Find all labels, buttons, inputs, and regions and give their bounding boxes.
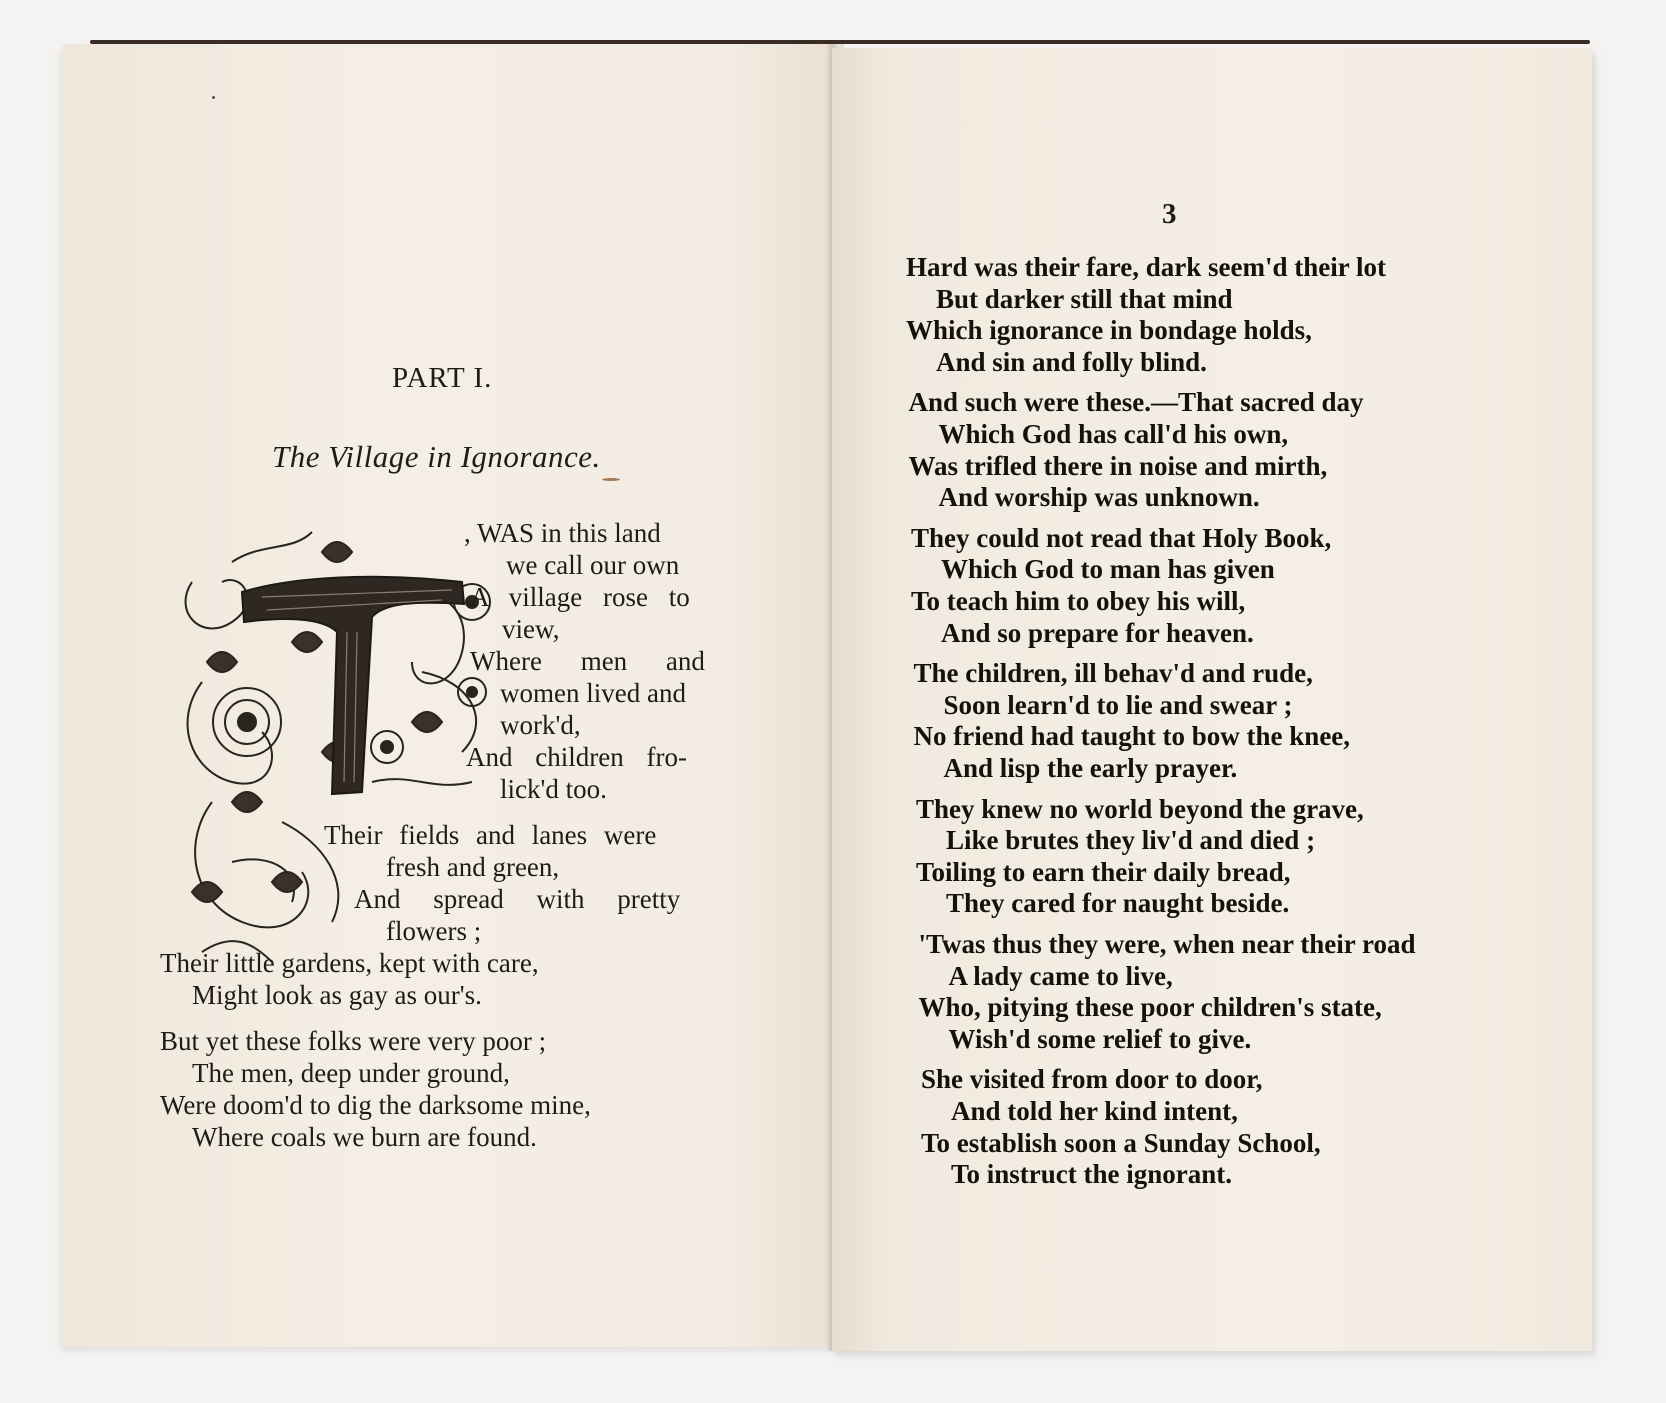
- verse-line: And children fro-: [466, 742, 687, 772]
- verse-line: Where men and: [470, 646, 705, 676]
- verse-line: A village rose to: [470, 582, 690, 612]
- verse-line: But darker still that mind: [936, 283, 1233, 314]
- verse-line: view,: [502, 614, 560, 644]
- verse-line: lick'd too.: [500, 774, 607, 804]
- verse-line: Which God to man has given: [941, 554, 1275, 585]
- verse-line: Hard was their fare, dark seem'd their lot: [906, 252, 1386, 282]
- section-subtitle: The Village in Ignorance.: [272, 439, 601, 474]
- verse-line: And sin and folly blind.: [936, 346, 1207, 377]
- paper-speck: [212, 96, 215, 99]
- verse-line: They cared for naught beside.: [946, 888, 1290, 919]
- verse-line: Might look as gay as our's.: [192, 980, 482, 1010]
- verse-line: And spread with pretty: [354, 884, 681, 914]
- verse-line: To teach him to obey his will,: [911, 586, 1246, 616]
- verse-line: A lady came to live,: [948, 960, 1173, 991]
- verse-line: we call our own: [506, 550, 680, 580]
- verse-line: And worship was unknown.: [938, 482, 1260, 513]
- part-heading: PART I.: [392, 362, 493, 394]
- verse-line: Like brutes they liv'd and died ;: [946, 825, 1316, 856]
- verse-line: women lived and: [500, 678, 686, 708]
- verse-line: Were doom'd to dig the darksome mine,: [160, 1090, 591, 1120]
- verse-line: Their little gardens, kept with care,: [160, 948, 539, 978]
- page-number: 3: [1162, 198, 1177, 230]
- verse-line: work'd,: [500, 710, 581, 740]
- verse-line: To establish soon a Sunday School,: [921, 1127, 1321, 1158]
- verse-line: The children, ill behav'd and rude,: [913, 658, 1313, 689]
- verse-line: But yet these folks were very poor ;: [160, 1026, 547, 1056]
- verse-line: And so prepare for heaven.: [941, 617, 1254, 648]
- verse-line: They knew no world beyond the grave,: [916, 793, 1364, 824]
- verse-line: And told her kind intent,: [951, 1096, 1238, 1126]
- verse-line: To instruct the ignorant.: [951, 1159, 1233, 1190]
- verse-line: Soon learn'd to lie and swear ;: [943, 689, 1293, 720]
- left-page: [62, 44, 844, 1347]
- verse-line: , WAS in this land: [464, 518, 661, 548]
- verse-line: Which God has call'd his own,: [938, 419, 1289, 449]
- verse-line: She visited from door to door,: [921, 1064, 1263, 1095]
- verse-line: Was trifled there in noise and mirth,: [908, 450, 1328, 481]
- verse-line: flowers ;: [386, 916, 482, 946]
- verse-line: No friend had taught to bow the knee,: [913, 721, 1351, 752]
- verse-line: Toiling to earn their daily bread,: [916, 856, 1291, 887]
- verse-line: They could not read that Holy Book,: [911, 522, 1332, 553]
- verse-line: And such were these.—That sacred day: [908, 387, 1364, 418]
- paper-speck: [602, 478, 620, 481]
- right-page: [832, 48, 1592, 1351]
- verse-line: 'Twas thus they were, when near their road: [918, 929, 1416, 959]
- verse-line: Which ignorance in bondage holds,: [906, 315, 1312, 346]
- verse-line: Where coals we burn are found.: [192, 1122, 537, 1152]
- verse-line: Wish'd some relief to give.: [948, 1023, 1252, 1054]
- verse-line: Who, pitying these poor children's state,: [918, 992, 1382, 1023]
- verse-line: fresh and green,: [386, 852, 560, 882]
- verse-line: And lisp the early prayer.: [943, 753, 1238, 783]
- verse-line: The men, deep under ground,: [192, 1058, 510, 1088]
- verse-line: Their fields and lanes were: [324, 820, 657, 850]
